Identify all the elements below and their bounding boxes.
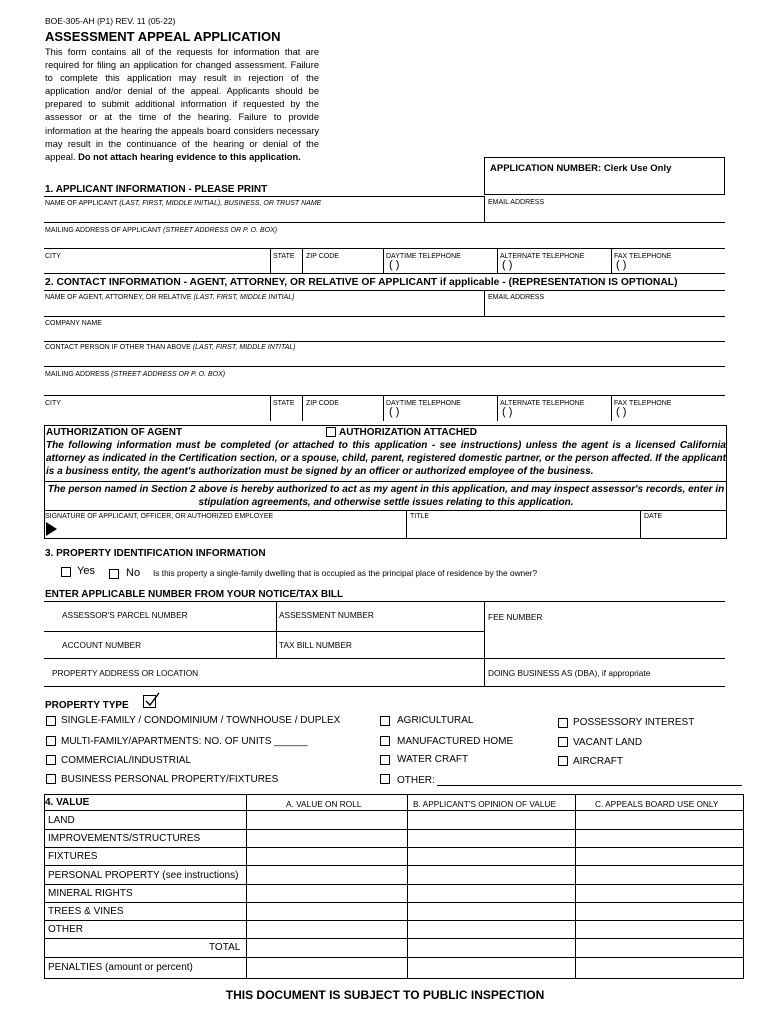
signature-label: SIGNATURE OF APPLICANT, OFFICER, OR AUTHORIZED EMPLOYEE xyxy=(45,513,274,520)
applicant-day-tel-label: DAYTIME TELEPHONE xyxy=(386,253,461,260)
title-label: TITLE xyxy=(410,513,430,520)
ptype-vacant-land-checkbox[interactable] xyxy=(558,737,568,747)
agent-email-label: EMAIL ADDRESS xyxy=(488,294,545,301)
account-number-field[interactable] xyxy=(44,632,276,657)
applicant-name-label: NAME OF APPLICANT (LAST, FIRST, MIDDLE INITIAL), BUSINESS, OR TRUST NAME xyxy=(45,200,322,207)
agent-fax-field[interactable]: ( ) xyxy=(616,406,627,418)
agent-email-field[interactable] xyxy=(485,290,725,316)
applicant-zip-label: ZIP CODE xyxy=(306,253,339,260)
fee-number-label: FEE NUMBER xyxy=(488,612,543,622)
ptype-other-field[interactable] xyxy=(437,785,742,786)
no-checkbox[interactable] xyxy=(109,569,119,579)
dba-label: DOING BUSINESS AS (DBA), if appropriate xyxy=(488,668,651,678)
page-title: ASSESSMENT APPEAL APPLICATION xyxy=(45,29,281,44)
signature-arrow-icon xyxy=(46,522,57,536)
ptype-commercial-checkbox[interactable] xyxy=(46,755,56,765)
value-row-total-label: TOTAL xyxy=(209,942,241,953)
value-row-penalties-label: PENALTIES (amount or percent) xyxy=(48,962,193,973)
applicant-alt-tel-label: ALTERNATE TELEPHONE xyxy=(500,253,585,260)
yes-label: Yes xyxy=(77,565,95,577)
fee-number-field[interactable] xyxy=(485,602,725,657)
ptype-manufactured-home-checkbox[interactable] xyxy=(380,736,390,746)
ptype-aircraft-checkbox[interactable] xyxy=(558,756,568,766)
application-number-box[interactable] xyxy=(484,157,725,195)
applicant-email-label: EMAIL ADDRESS xyxy=(488,199,545,206)
checkmark-icon xyxy=(144,692,160,708)
agent-alt-tel-field[interactable]: ( ) xyxy=(502,406,513,418)
assessment-number-label: ASSESSMENT NUMBER xyxy=(279,610,374,620)
value-on-roll-column[interactable] xyxy=(247,811,407,978)
ptype-multi-family-label: MULTI-FAMILY/APARTMENTS: NO. OF UNITS ______ xyxy=(61,736,308,747)
applicant-fax-label: FAX TELEPHONE xyxy=(614,253,672,260)
ptype-business-property-checkbox[interactable] xyxy=(46,774,56,784)
ptype-single-family-label: SINGLE-FAMILY / CONDOMINIUM / TOWNHOUSE / DUPLEX xyxy=(61,715,341,726)
agent-mailing-field[interactable] xyxy=(44,367,725,394)
company-name-field[interactable] xyxy=(44,317,725,341)
date-field[interactable] xyxy=(641,511,726,538)
ptype-manufactured-home-label: MANUFACTURED HOME xyxy=(397,736,514,747)
ptype-business-property-label: BUSINESS PERSONAL PROPERTY/FIXTURES xyxy=(61,774,279,785)
section4-heading: 4. VALUE xyxy=(45,797,90,808)
assessment-number-field[interactable] xyxy=(277,602,484,631)
form-number: BOE-305-AH (P1) REV. 11 (05-22) xyxy=(45,16,176,26)
date-label: DATE xyxy=(644,513,663,520)
ptype-agricultural-checkbox[interactable] xyxy=(380,716,390,726)
ptype-other-label: OTHER: xyxy=(397,775,435,786)
enter-number-heading: ENTER APPLICABLE NUMBER FROM YOUR NOTICE/TAX BILL xyxy=(45,589,344,600)
ptype-possessory-interest-checkbox[interactable] xyxy=(558,718,568,728)
ptype-commercial-label: COMMERCIAL/INDUSTRIAL xyxy=(61,755,192,766)
single-family-question: Is this property a single-family dwelling that is occupied as the principal place of residence by the owner? xyxy=(153,568,538,578)
value-row-land-label: LAND xyxy=(48,815,75,826)
ptype-single-family-checkbox[interactable] xyxy=(46,716,56,726)
agent-city-label: CITY xyxy=(45,400,61,407)
account-number-label: ACCOUNT NUMBER xyxy=(62,640,142,650)
property-type-heading: PROPERTY TYPE xyxy=(45,700,129,711)
applicant-state-label: STATE xyxy=(273,253,295,260)
section2-heading: 2. CONTACT INFORMATION - AGENT, ATTORNEY, OR RELATIVE OF APPLICANT if applicable - (REPRESENTATION IS OPTIONAL) xyxy=(45,277,678,288)
applicant-name-field[interactable] xyxy=(44,196,484,222)
tax-bill-number-label: TAX BILL NUMBER xyxy=(279,640,352,650)
applicant-email-field[interactable] xyxy=(485,196,725,222)
dba-field[interactable] xyxy=(485,659,725,685)
authorization-attached-checkbox[interactable] xyxy=(326,427,336,437)
no-label: No xyxy=(126,567,141,579)
authorization-heading: AUTHORIZATION OF AGENT xyxy=(46,427,183,438)
property-address-label: PROPERTY ADDRESS OR LOCATION xyxy=(52,668,199,678)
agent-day-tel-field[interactable]: ( ) xyxy=(389,406,400,418)
parcel-number-label: ASSESSOR'S PARCEL NUMBER xyxy=(62,610,188,620)
applicant-alt-tel-field[interactable]: ( ) xyxy=(502,259,513,271)
authorization-statement: The person named in Section 2 above is hereby authorized to act as my agent in this application, and may inspect assessor's records, enter in stipulation agreements, and otherwise settle issues relating to this application. xyxy=(47,484,725,508)
tax-bill-number-field[interactable] xyxy=(277,632,484,657)
applicant-mailing-field[interactable] xyxy=(44,223,725,248)
value-row-trees-vines-label: TREES & VINES xyxy=(48,906,124,917)
public-inspection-notice: THIS DOCUMENT IS SUBJECT TO PUBLIC INSPECTION xyxy=(225,988,545,1002)
ptype-other-checkbox[interactable] xyxy=(380,774,390,784)
value-row-mineral-rights-label: MINERAL RIGHTS xyxy=(48,888,133,899)
agent-name-label: NAME OF AGENT, ATTORNEY, OR RELATIVE (LAST, FIRST, MIDDLE INITIAL) xyxy=(45,294,295,301)
parcel-number-field[interactable] xyxy=(44,602,276,631)
title-field[interactable] xyxy=(407,511,640,538)
agent-zip-label: ZIP CODE xyxy=(306,400,339,407)
ptype-possessory-interest-label: POSSESSORY INTEREST xyxy=(573,717,695,728)
value-col-a-label: A. VALUE ON ROLL xyxy=(286,799,362,809)
value-row-improvements-label: IMPROVEMENTS/STRUCTURES xyxy=(48,833,201,844)
agent-fax-label: FAX TELEPHONE xyxy=(614,400,672,407)
section1-heading: 1. APPLICANT INFORMATION - PLEASE PRINT xyxy=(45,184,268,195)
application-number-label: APPLICATION NUMBER: Clerk Use Only xyxy=(490,163,672,174)
property-address-field[interactable] xyxy=(44,659,484,685)
applicant-opinion-column[interactable] xyxy=(408,811,575,978)
yes-checkbox[interactable] xyxy=(61,567,71,577)
agent-mailing-label: MAILING ADDRESS (STREET ADDRESS OR P. O. BOX) xyxy=(45,371,226,378)
value-row-other-label: OTHER xyxy=(48,924,83,935)
applicant-fax-field[interactable]: ( ) xyxy=(616,259,627,271)
value-row-fixtures-label: FIXTURES xyxy=(48,851,98,862)
intro-text: This form contains all of the requests for information that are required for filing an application for changed assessment. Failure to complete this application may result in rejection of the application and/or denial of the appeal. Applicants should be prepared to submit additional information if requested by the assessor or at the time of the hearing. Failure to provide information at the hearing the appeals board considers necessary may result in the continuance of the hearing or denial of the appeal. Do not attach hearing evidence to this application. xyxy=(45,47,319,162)
value-col-c-label: C. APPEALS BOARD USE ONLY xyxy=(595,799,719,809)
section3-heading: 3. PROPERTY IDENTIFICATION INFORMATION xyxy=(45,548,266,559)
contact-person-label: CONTACT PERSON IF OTHER THAN ABOVE (LAST, FIRST, MIDDLE INTITAL) xyxy=(45,344,296,351)
property-type-checkbox[interactable] xyxy=(143,695,156,708)
agent-state-label: STATE xyxy=(273,400,295,407)
signature-field[interactable] xyxy=(60,511,406,538)
intro-bold-note: Do not attach hearing evidence to this application. xyxy=(78,151,301,162)
authorization-attached-label: AUTHORIZATION ATTACHED xyxy=(339,427,477,438)
ptype-vacant-land-label: VACANT LAND xyxy=(573,737,643,748)
value-col-b-label: B. APPLICANT'S OPINION OF VALUE xyxy=(413,799,556,809)
ptype-water-craft-label: WATER CRAFT xyxy=(397,754,469,765)
contact-person-field[interactable] xyxy=(44,342,725,366)
applicant-city-label: CITY xyxy=(45,253,61,260)
company-name-label: COMPANY NAME xyxy=(45,320,102,327)
value-row-personal-property-label: PERSONAL PROPERTY (see instructions) xyxy=(48,870,239,881)
agent-day-tel-label: DAYTIME TELEPHONE xyxy=(386,400,461,407)
ptype-agricultural-label: AGRICULTURAL xyxy=(397,715,474,726)
applicant-mailing-label: MAILING ADDRESS OF APPLICANT (STREET ADDRESS OR P. O. BOX) xyxy=(45,227,278,234)
agent-name-field[interactable] xyxy=(44,290,484,316)
ptype-water-craft-checkbox[interactable] xyxy=(380,755,390,765)
ptype-aircraft-label: AIRCRAFT xyxy=(573,756,623,767)
applicant-day-tel-field[interactable]: ( ) xyxy=(389,259,400,271)
ptype-multi-family-checkbox[interactable] xyxy=(46,736,56,746)
authorization-instructions: The following information must be completed (or attached to this application - see instructions) unless the agent is a licensed California attorney as indicated in the Certification section, or a spouse, child, parent, registered domestic partner, or the person affected. If the applicant is a business entity, the agent's authorization must be signed by an officer or authorized employee of the business. xyxy=(46,440,726,477)
agent-alt-tel-label: ALTERNATE TELEPHONE xyxy=(500,400,585,407)
